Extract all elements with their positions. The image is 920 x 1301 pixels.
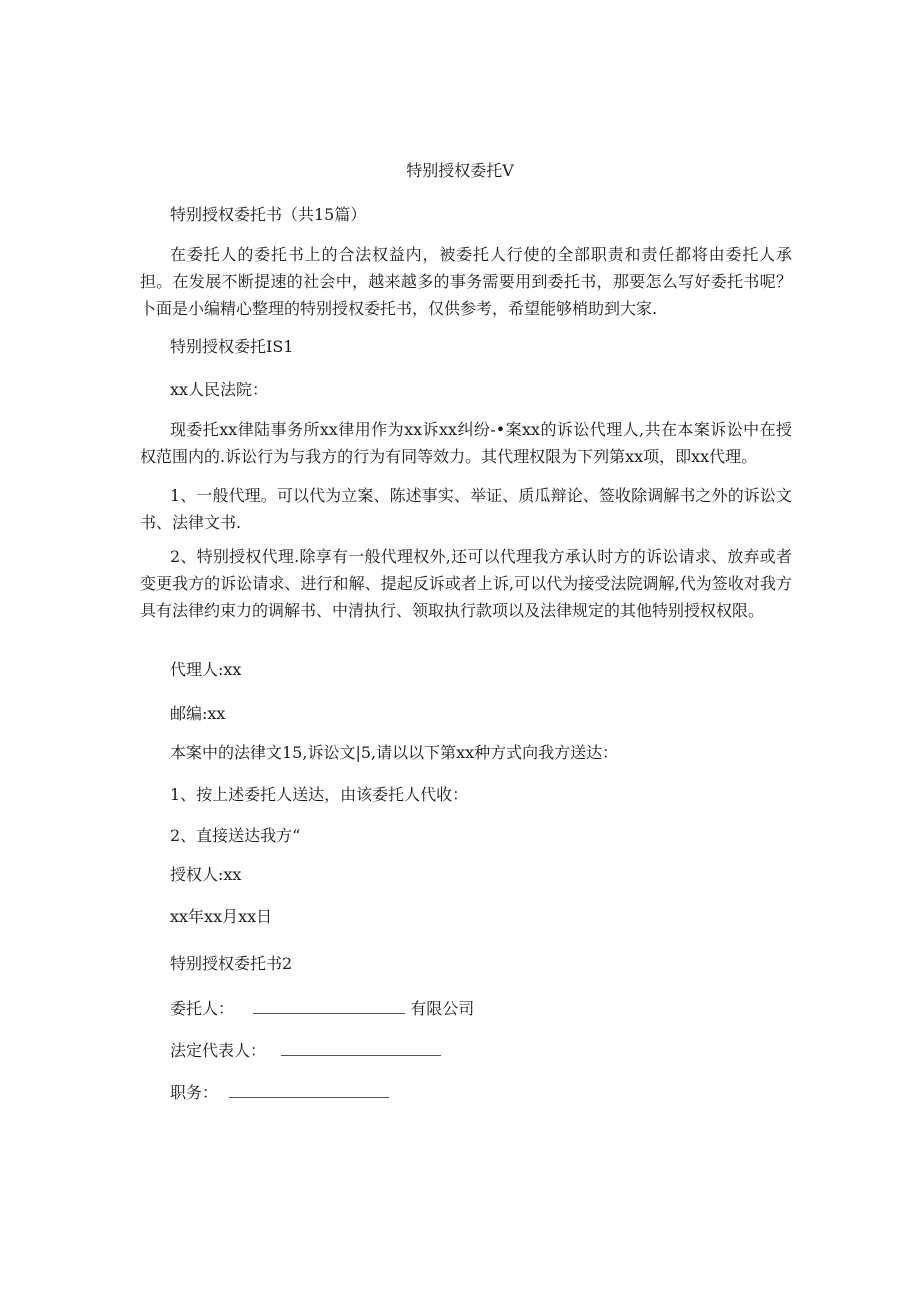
delivery-option-2: 2、直接送达我方“ — [170, 826, 301, 845]
legal-rep-label: 法定代表人： — [170, 1041, 267, 1060]
document-subtitle: 特别授权委托书（共15篇） — [170, 205, 367, 224]
item-special-agency: 2、特别授权代理.除享有一般代理权外,还可以代理我方承认时方的诉讼请求、放弃或者变更我方的诉讼请求、进行和解、提起反诉或者上诉,可以代为接受法院调解,代为签收对我方具有法律约束力的调解书、中清执行、领取执行款项以及法律规定的其他特别授权权限。 — [140, 547, 792, 620]
client-suffix: 有限公司 — [410, 999, 475, 1018]
item-general-agency: 1、一般代理。可以代为立案、陈述事实、举证、质瓜辩论、签收除调解书之外的诉讼文书、法律文书. — [140, 486, 792, 532]
delivery-option-1: 1、按上述委托人送达，由该委托人代收： — [170, 785, 469, 804]
main-paragraph: 现委托xx律陆事务所xx律用作为xx诉xx纠纷-•案xx的诉讼代理人,共在本案诉讼中在授权范围内的.诉讼行为与我方的行为有同等效力。其代理权限为下列第xx项，即xx代理。 — [140, 420, 792, 466]
grantor-line: 授权人:xx — [170, 865, 242, 884]
section-heading-1: 特别授权委托IS1 — [170, 337, 294, 356]
position-blank — [229, 1083, 389, 1098]
agent-line: 代理人:xx — [170, 660, 242, 679]
position-label: 职务： — [170, 1083, 219, 1102]
postcode-line: 邮编:xx — [170, 704, 226, 723]
delivery-instruction: 本案中的法律文15,诉讼文|5,请以以下第xx种方式向我方送达： — [170, 743, 619, 762]
section-heading-2: 特别授权委托书2 — [170, 954, 293, 973]
document-title: 特别授权委托V — [406, 161, 514, 180]
position-row — [170, 1080, 389, 1106]
client-label: 委托人： — [170, 999, 235, 1018]
client-row — [170, 996, 474, 1022]
court-name: xx人民法院： — [170, 380, 269, 399]
legal-rep-row — [170, 1038, 441, 1064]
date-line: xx年xx月xx日 — [170, 907, 273, 926]
client-blank — [253, 999, 405, 1014]
legal-rep-blank — [281, 1041, 441, 1056]
intro-paragraph: 在委托人的委托书上的合法权益内，被委托人行使的全部职责和责任都将由委托人承担。在发展不断提速的社会中，越来越多的事务需要用到委托书，那要怎么写好委托书呢？卜面是小编精心整理的特别授权委托书，仅供参考，希望能够梢助到大家. — [140, 245, 792, 318]
